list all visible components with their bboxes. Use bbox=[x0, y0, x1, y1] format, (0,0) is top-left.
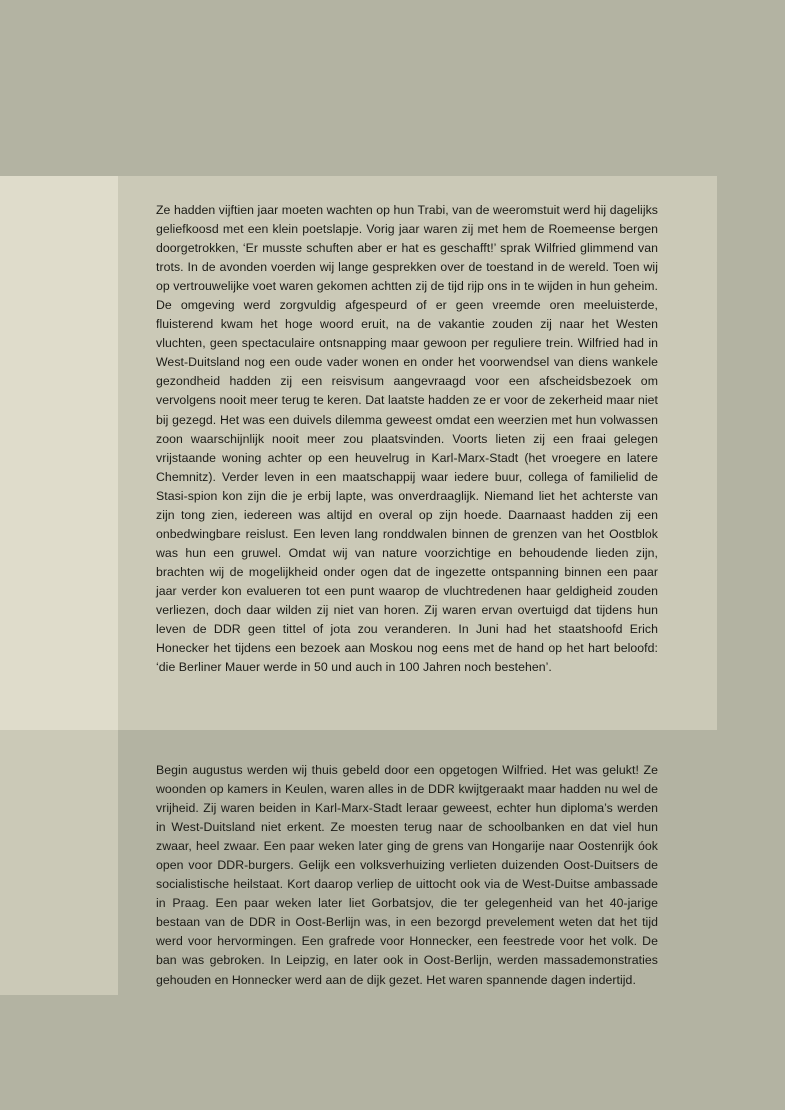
paragraph-2: Begin augustus werden wij thuis gebeld door een opgetogen Wilfried. Het was gelukt! Ze woonden op kamers in Keulen, waren alles in de DDR kwijtgeraakt maar hadden nu wel de vrijheid. Zij waren beiden in Karl-Marx-Stadt leraar geweest, echter hun diploma’s werden in West-Duitsland niet erkent. Ze moesten terug naar de schoolbanken en dat viel hun zwaar, heel zwaar. Een paar weken later ging de grens van Hongarije naar Oostenrijk óok open voor DDR-burgers. Gelijk een volksverhuizing verlieten duizenden Oost-Duitsers de socialistische heilstaat. Kort daarop verliep de uittocht ook via de West-Duitse ambassade in Praag. Een paar weken later liet Gorbatsjov, die ter gelegenheid van het 40-jarige bestaan van de DDR in Oost-Berlijn was, in een bezorgd prevelement weten dat het tijd werd voor hervormingen. Een grafrede voor Honnecker, een feestrede voor het volk. De ban was gebroken. In Leipzig, en later ook in Oost-Berlijn, werden massademonstraties gehouden en Honnecker werd aan de dijk gezet. Het waren spannende dagen indertijd. bbox=[156, 763, 658, 987]
paragraph-1: Ze hadden vijftien jaar moeten wachten op hun Trabi, van de weeromstuit werd hij dagelijks geliefkoosd met een klein poetslapje. Vorig jaar waren zij met hem de Roemeense bergen doorgetrokken, ‘Er musste schuften aber er hat es geschafft!’ sprak Wilfried glimmend van trots. In de avonden voerden wij lange gesprekken over de toestand in de wereld. Toen wij op vertrouwelijke voet waren gekomen achtten zij de tijd rijp ons in te wijden in hun geheim. De omgeving werd zorgvuldig afgespeurd of er geen vreemde oren meeluisterde, fluisterend kwam het hoge woord eruit, na de vakantie zouden zij naar het Westen vluchten, geen spectaculaire ontsnapping maar gewoon per reguliere trein. Wilfried had in West-Duitsland nog een oude vader wonen en onder het voorwendsel van diens wankele gezondheid hadden zij een reisvisum aangevraagd voor een afscheidsbezoek om vervolgens nooit meer terug te keren. Dat laatste hadden ze er voor de zekerheid maar niet bij gezegd. Het was een duivels dilemma geweest omdat een weerzien met hun volwassen zoon waarschijnlijk nooit meer zou plaatsvinden. Voorts lieten zij een fraai gelegen vrijstaande woning achter op een heuvelrug in Karl-Marx-Stadt (het vroegere en latere Chemnitz). Verder leven in een maatschappij waar iedere buur, collega of familielid de Stasi-spion kon zijn die je erbij lapte, was onverdraaglijk. Niemand liet het achterste van zijn tong zien, iedereen was altijd en overal op zijn hoede. Daarnaast hadden zij een onbedwingbare reislust. Een leven lang ronddwalen binnen de grenzen van het Oostblok was hun een gruwel. Omdat wij van nature voorzichtige en behoudende lieden zijn, brachten wij de mogelijkheid onder ogen dat de ingezette ontspanning binnen een paar jaar verder kon evalueren tot een punt waarop de vluchtredenen haar geldigheid zouden verliezen, doch daar wilden zij niet van horen. Zij waren ervan overtuigd dat tijdens hun leven de DDR geen tittel of jota zou veranderen. In Juni had het staatshoofd Erich Honecker het tijdens een bezoek aan Moskou nog eens met de hand op het hart beloofd: ‘die Berliner Mauer werde in 50 und auch in 100 Jahren noch bestehen’. bbox=[156, 203, 658, 675]
left-bottom-panel bbox=[0, 730, 118, 995]
left-top-panel bbox=[0, 176, 118, 730]
